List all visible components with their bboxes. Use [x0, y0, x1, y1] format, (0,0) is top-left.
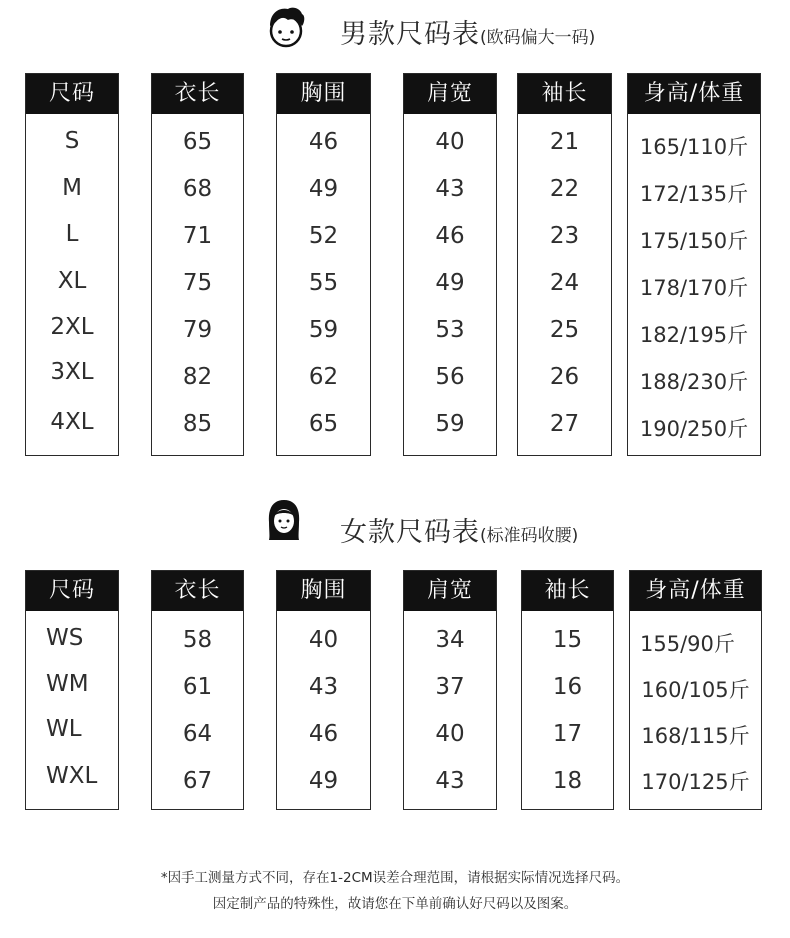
table-cell: 49 [435, 270, 465, 296]
women-title-text: 女款尺码表 [340, 517, 480, 548]
table-cell: 62 [308, 364, 339, 390]
table-cell: L [65, 221, 79, 247]
table-cell: 190/250斤 [639, 417, 749, 441]
table-cell: 18 [552, 768, 583, 794]
table-cell: 40 [435, 721, 465, 747]
table-cell: 46 [308, 129, 339, 155]
men-column-length [151, 73, 244, 456]
table-cell: 67 [182, 768, 213, 794]
footnote-custom: 因定制产品的特殊性，故请您在下单前确认好尺码以及图案。 [212, 896, 578, 912]
footnote-measurement: *因手工测量方式不同，存在1-2CM误差合理范围，请根据实际情况选择尺码。 [160, 870, 630, 886]
table-cell: 75 [182, 270, 213, 296]
table-cell: WL [46, 716, 82, 742]
table-cell: 37 [435, 674, 465, 700]
women-column-shoulder [403, 570, 497, 810]
table-cell: 68 [182, 176, 213, 202]
column-header: 胸围 [277, 571, 370, 611]
women-column-size [25, 570, 119, 810]
table-cell: 40 [435, 129, 465, 155]
table-cell: WM [46, 671, 89, 697]
table-cell: 65 [182, 129, 213, 155]
table-cell: XL [57, 268, 87, 294]
table-cell: 3XL [50, 359, 94, 385]
column-header: 袖长 [522, 571, 613, 611]
boy-face-icon [262, 4, 310, 56]
table-cell: 15 [552, 627, 583, 653]
men-title-text: 男款尺码表 [340, 19, 480, 50]
men-column-height-weight [627, 73, 761, 456]
table-cell: 4XL [50, 409, 94, 435]
table-cell: 16 [552, 674, 583, 700]
women-column-height-weight [629, 570, 762, 810]
table-cell: 27 [549, 411, 580, 437]
table-cell: 59 [435, 411, 465, 437]
men-size-chart-title [0, 4, 790, 54]
table-cell: WXL [46, 763, 98, 789]
column-header: 肩宽 [404, 571, 496, 611]
table-cell: 160/105斤 [641, 678, 750, 702]
women-column-length [151, 570, 244, 810]
women-column-chest [276, 570, 371, 810]
women-column-sleeve [521, 570, 614, 810]
table-cell: S [64, 128, 80, 154]
column-header: 尺码 [26, 571, 118, 611]
table-cell: 65 [308, 411, 339, 437]
table-cell: 58 [182, 627, 213, 653]
table-cell: 17 [552, 721, 583, 747]
table-cell: 168/115斤 [641, 724, 750, 748]
table-cell: 46 [308, 721, 339, 747]
table-cell: 178/170斤 [639, 276, 749, 300]
table-cell: 34 [435, 627, 465, 653]
table-cell: 22 [549, 176, 580, 202]
table-cell: 61 [182, 674, 213, 700]
table-cell: 49 [308, 768, 339, 794]
table-cell: 53 [435, 317, 465, 343]
table-cell: 49 [308, 176, 339, 202]
column-header: 尺码 [26, 74, 118, 114]
table-cell: 182/195斤 [639, 323, 749, 347]
men-column-shoulder [403, 73, 497, 456]
table-cell: 172/135斤 [639, 182, 749, 206]
column-header: 衣长 [152, 74, 243, 114]
table-cell: 170/125斤 [641, 770, 750, 794]
table-cell: 23 [549, 223, 580, 249]
table-cell: 55 [308, 270, 339, 296]
men-column-size [25, 73, 119, 456]
table-cell: 24 [549, 270, 580, 296]
table-cell: 43 [435, 176, 465, 202]
table-cell: 43 [435, 768, 465, 794]
table-cell: 56 [435, 364, 465, 390]
table-cell: 26 [549, 364, 580, 390]
table-cell: 25 [549, 317, 580, 343]
girl-face-icon [264, 498, 304, 546]
table-cell: M [62, 175, 82, 201]
table-cell: 46 [435, 223, 465, 249]
table-cell: 64 [182, 721, 213, 747]
men-column-sleeve [517, 73, 612, 456]
table-cell: 79 [182, 317, 213, 343]
table-cell: 188/230斤 [639, 370, 749, 394]
column-header: 身高/体重 [628, 74, 760, 114]
men-subtitle-text: (欧码偏大一码) [480, 28, 596, 48]
table-cell: 2XL [50, 314, 94, 340]
table-cell: 175/150斤 [639, 229, 749, 253]
women-size-chart-title [0, 498, 790, 548]
table-cell: 43 [308, 674, 339, 700]
table-cell: 40 [308, 627, 339, 653]
column-header: 身高/体重 [630, 571, 761, 611]
table-cell: 59 [308, 317, 339, 343]
column-header: 肩宽 [404, 74, 496, 114]
table-cell: 85 [182, 411, 213, 437]
table-cell: 165/110斤 [639, 135, 749, 159]
women-subtitle-text: (标准码收腰) [480, 526, 579, 546]
table-cell: WS [46, 625, 84, 651]
table-cell: 52 [308, 223, 339, 249]
column-header: 袖长 [518, 74, 611, 114]
table-cell: 82 [182, 364, 213, 390]
column-header: 胸围 [277, 74, 370, 114]
table-cell: 71 [182, 223, 213, 249]
column-header: 衣长 [152, 571, 243, 611]
table-cell: 21 [549, 129, 580, 155]
men-column-chest [276, 73, 371, 456]
table-cell: 155/90斤 [640, 632, 735, 656]
